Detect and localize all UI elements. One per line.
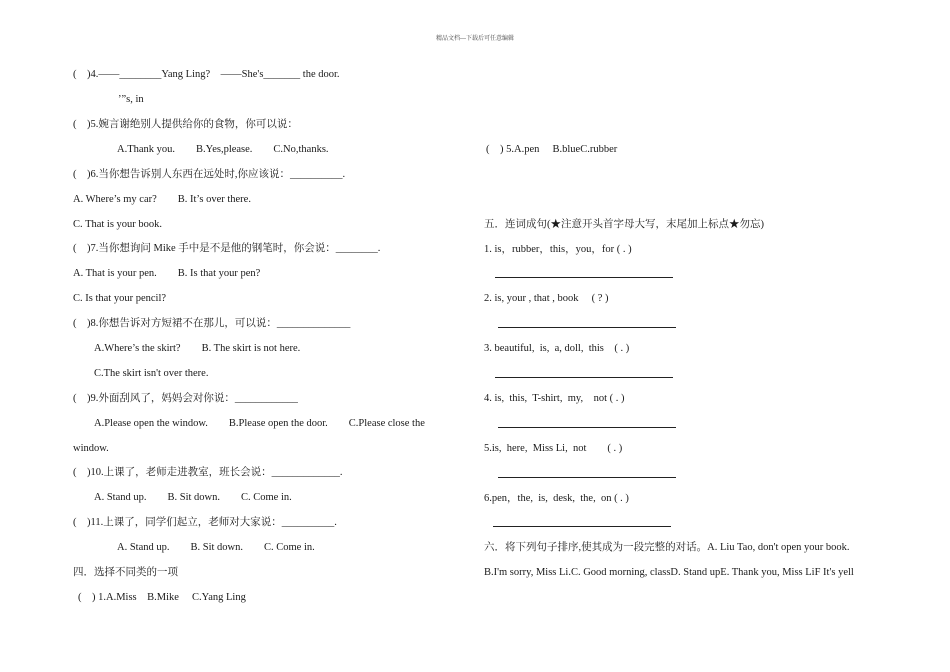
sentence-6-words: 6.pen，the, is, desk, the, on ( . ) <box>484 493 629 504</box>
section-4-question-1: ( ) 1.A.Miss B.Mike C.Yang Ling <box>78 592 246 603</box>
question-10: ( )10.上课了，老师走进教室，班长会说：_____________. <box>73 467 343 478</box>
question-5: ( )5.婉言谢绝别人提供给你的食物，你可以说： <box>73 119 298 130</box>
question-9: ( )9.外面刮风了，妈妈会对你说：____________ <box>73 393 298 404</box>
section-6-sentences: B.I'm sorry, Miss Li.C. Good morning, classD. Stand upE. Thank you, Miss LiF It's yell <box>484 567 854 578</box>
question-6: ( )6.当你想告诉别人东西在远处时,你应该说：__________. <box>73 169 346 180</box>
answer-line-6 <box>493 526 671 527</box>
section-4-question-5: ( ) 5.A.pen B.blueC.rubber <box>486 144 618 155</box>
sentence-4-words: 4. is, this, T-shirt, my, not ( . ) <box>484 393 625 404</box>
question-9-options-wrap: window. <box>73 443 109 454</box>
answer-line-4 <box>498 427 676 428</box>
question-8-option-c: C.The skirt isn't over there. <box>94 368 209 379</box>
sentence-2-words: 2. is, your , that , book ( ? ) <box>484 293 609 304</box>
section-5-title: 五．连词成句(★注意开头首字母大写，末尾加上标点★勿忘) <box>484 219 764 230</box>
answer-line-3 <box>495 377 673 378</box>
question-4: ( )4.——________Yang Ling? ——She's_______ the door. <box>73 69 340 80</box>
question-11: ( )11.上课了，同学们起立，老师对大家说：__________. <box>73 517 337 528</box>
answer-line-5 <box>498 477 676 478</box>
question-6-option-c: C. That is your book. <box>73 219 163 230</box>
sentence-5-words: 5.is, here, Miss Li, not ( . ) <box>484 443 623 454</box>
page-header: 精品文档---下载后可任意编辑 <box>436 36 514 42</box>
sentence-3-words: 3. beautiful, is, a, doll, this ( . ) <box>484 343 630 354</box>
question-7-option-c: C. Is that your pencil? <box>73 293 167 304</box>
answer-line-2 <box>498 327 676 328</box>
question-9-options: A.Please open the window. B.Please open the door. C.Please close the <box>94 418 425 429</box>
question-11-options: A. Stand up. B. Sit down. C. Come in. <box>117 542 315 553</box>
question-7-options-ab: A. That is your pen. B. Is that your pen? <box>73 268 261 279</box>
question-5-options: A.Thank you. B.Yes,please. C.No,thanks. <box>117 144 329 155</box>
section-4-title: 四．选择不同类的一项 <box>73 567 178 578</box>
sentence-1-words: 1. is，rubber，this，you，for ( . ) <box>484 244 632 255</box>
question-6-options-ab: A. Where’s my car? B. It’s over there. <box>73 194 251 205</box>
question-10-options: A. Stand up. B. Sit down. C. Come in. <box>94 492 292 503</box>
section-6-title: 六．将下列句子排序,使其成为一段完整的对话。A. Liu Tao, don't open your book. <box>484 542 850 553</box>
question-4-options: ’”s, in <box>118 94 144 105</box>
question-8-options-ab: A.Where’s the skirt? B. The skirt is not here. <box>94 343 301 354</box>
question-8: ( )8.你想告诉对方短裙不在那儿，可以说：______________ <box>73 318 351 329</box>
question-7: ( )7.当你想询问 Mike 手中是不是他的钢笔时，你会说：________. <box>73 243 381 254</box>
answer-line-1 <box>495 277 673 278</box>
